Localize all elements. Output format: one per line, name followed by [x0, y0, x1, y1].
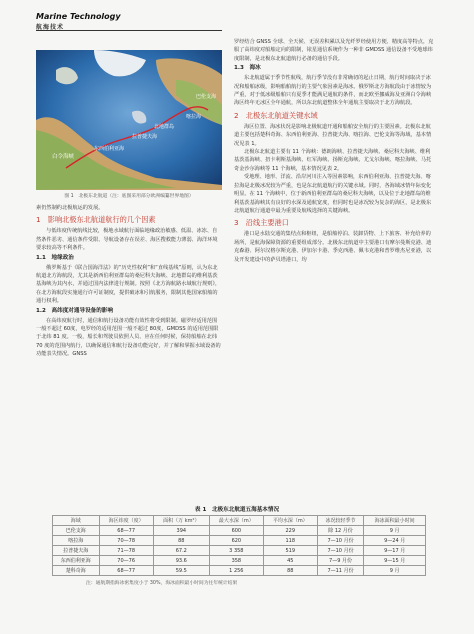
figure-caption: 图 1 北极东北航道（注：底图采用部分欧洲编纂世界地图） [64, 194, 194, 199]
table-row [53, 546, 426, 556]
table-header-row [53, 516, 426, 526]
table-cell: 9 月 [364, 526, 426, 536]
table-cell: 7—10 月份 [317, 536, 364, 546]
table-header: 冰况较轻季节 [317, 516, 364, 526]
section-1-text: 与低纬度传统航线比较，极地水域航行面临地缘政治敏感、低温、冰冻、自然条件恶劣、通信条件受限、导航设备存在误差、海区搜救能力薄弱、海洋环境要求较高等不利条件。 [36, 228, 218, 252]
table-cell: 93.6 [153, 556, 209, 566]
table-row [53, 566, 426, 576]
label-east-siberian-sea: 东西伯利亚海 [94, 146, 125, 152]
table-cell: 9—24 月 [364, 536, 426, 546]
table-cell: 88 [153, 536, 209, 546]
table-cell: 68—77 [99, 566, 153, 576]
table-header: 最大水深（m） [209, 516, 263, 526]
table-cell: 600 [209, 526, 263, 536]
table-cell: 71—78 [99, 546, 153, 556]
table-cell: 楚科奇海 [53, 566, 100, 576]
table-cell: 519 [263, 546, 317, 556]
table-row [53, 536, 426, 546]
table-cell: 除 12 月份 [317, 526, 364, 536]
table-cell: 9—17 月 [364, 546, 426, 556]
section-1-2-text: 在高纬度航行时，通信和航行设备功能有效性将受到限制。磁罗经适用范围一般不超过 60度，电罗经的适用范围一般不超过 80度，GMDSS 的适用范围限于北纬 81 度。一般，船长和驾驶员依照人员、应在任何时候，保持船舶在北纬 70 度的范围内航行，以确保通信和航行设备功能完好，并了解和掌握水域设备的功能表失情况。GNSS [36, 317, 221, 358]
table-cell: 67.2 [153, 546, 209, 556]
section-2-p2: 北极东北航道主要有 11 个海峡：德朗海峡、拉普捷夫海峡、桑尼科夫海峡、维利基茨基海峡、扭卡利斯基海峡、红军海峡、扬斯克海峡、尤戈尔海峡、喀拉海峡、马托奇金沙尔海峡等 11 个海峡，基本情况见表 2。 [234, 149, 432, 172]
right-column [234, 38, 434, 264]
table-cell: 7—9 月份 [317, 556, 364, 566]
table-row [53, 556, 426, 566]
section-3-text: 港口是水陆交通的集结点和枢纽，是船舶停泊、装卸货物、上下旅客、补充给养的场所，是航海保障资源的重要组成部分。北极东北航道中主要港口有摩尔曼斯克港、迪克森港、阿尔汉格尔斯克港、伊加尔卡港、季克西港、佩韦克港和普罗维杰尼亚港，以及开发建设中的萨贝塔港口，均 [234, 231, 432, 263]
table-cell: 7—11 月份 [317, 566, 364, 576]
section-2-p1: 海区位置、海冰状况是影响北极航道开通和船舶安全航行的主要因素。北极东北航道主要包括楚科奇海、东西伯利亚海、拉普捷夫海、喀拉海、巴伦支海等海域，基本情况见表 1。 [234, 123, 432, 147]
table-header: 平均水深（m） [263, 516, 317, 526]
table-header: 海区纬度（度） [99, 516, 153, 526]
table-header: 海冰面积最小时间 [364, 516, 426, 526]
table-cell: 1 256 [209, 566, 263, 576]
section-1-3-title: 1.3 海冰 [234, 65, 261, 72]
table-caption: 表 1 北极东北航道五海基本情况 [194, 507, 280, 513]
journal-title: Marine Technology [36, 12, 121, 21]
intro-tail: 素仍然制约北极航运的发展。 [36, 205, 104, 211]
table-cell: 3 358 [209, 546, 263, 556]
table-cell: 620 [209, 536, 263, 546]
section-2-p3: 受地理、地形、洋流、沿岸河川注入等因素影响，东西伯利亚海、拉普捷夫海、喀拉海是北极冰况较为严重，也是东北航道航行的关键水域。同时，各海域冰情年际变化明显。在 11 个海峡中，位于新西伯利亚群岛的桑尼科夫海峡，以及位于北地群岛的维利基茨基海峡其有良好的水深及通航宽度，但同时也是冰况较为复杂的海区，是北极东北航道航行通道中最为重要及航线选择的关键海峡。 [234, 174, 432, 214]
sea-info-table [52, 515, 426, 576]
table-cell: 70—78 [99, 536, 153, 546]
table-header: 海域 [53, 516, 100, 526]
table-cell: 拉普捷夫海 [53, 546, 100, 556]
table-cell: 喀拉海 [53, 536, 100, 546]
right-intro: 罗经结合 GNSS 全球、全天候、无误差积累以及光纤罗经使用方便、精度高等特点，克服了高纬度对船舶定向的限制，铱星通信系统作为一种非 GMDSS 通信设备不受地球纬度限制，是北极东北航道航行必备的通信手段。 [234, 39, 434, 62]
table-cell: 358 [209, 556, 263, 566]
label-severnaya-zemlya: 北地群岛 [154, 124, 175, 130]
table-cell: 9 月 [364, 566, 426, 576]
map-svg [36, 50, 222, 190]
table-cell: 68—77 [99, 526, 153, 536]
table-row [53, 526, 426, 536]
table-cell: 9—15 月 [364, 556, 426, 566]
table-cell: 7—10 月份 [317, 546, 364, 556]
table-header: 面积（万 km²） [153, 516, 209, 526]
table-cell: 59.5 [153, 566, 209, 576]
section-1-1-title: 1.1 地缘政治 [36, 254, 74, 261]
section-1-title: 1 影响北极东北航道航行的几个因素 [36, 215, 156, 225]
table-cell: 45 [263, 556, 317, 566]
section-1-2-title: 1.2 高纬度对通导设备的影响 [36, 307, 114, 314]
section-1-3-text: 东北航道属于季节性航线，航行季节没有非常确切的起止日期，航行时间取决于冰况和船舶冰级，影响船舶航行的主要气象因素是海冰。俄罗斯北方海航段由于冰情较为严重，对于低冰级船舶只有夏季才能满足通航的条件，而北欧至挪威海及亚洲白令海峡海区终年无冰区全年通航，所以东北航道整体全年通航主要取决于北方海航段。 [234, 75, 432, 107]
table-cell: 394 [153, 526, 209, 536]
section-1-1-text: 俄罗斯基于《联合国海洋法》的“历史性权利”和“直线基线”原则，认为东北航道北方海航段，尤其是新西伯利亚群岛的桑尼科夫海峡、北地群岛的维利基茨基海峡为其内水，并通过国内法律进行规制。按照《北方海航路水域航行规则》，在北方海航段实施通行许可证制度，提供破冰和引航服务，限制其他国家船舶的通行权利。 [36, 264, 221, 305]
table-cell: 229 [263, 526, 317, 536]
arctic-route-map [36, 50, 222, 190]
table-cell: 70—76 [99, 556, 153, 566]
table-cell: 东西伯利亚海 [53, 556, 100, 566]
label-kara-sea: 喀拉海 [186, 114, 202, 120]
left-column [36, 204, 222, 359]
table-cell: 118 [263, 536, 317, 546]
header-rule [36, 30, 222, 31]
section-2-title: 2 北极东北航道关键水域 [234, 110, 318, 120]
table-note: 注：通航期指海冰密集度小于 30%，海冰面积最小时间为往年统计结果 [86, 581, 238, 586]
table-cell: 88 [263, 566, 317, 576]
label-barents-sea: 巴伦支海 [196, 94, 217, 100]
table-cell: 巴伦支海 [53, 526, 100, 536]
section-3-title: 3 沿线主要港口 [234, 218, 289, 228]
label-bering-strait: 白令海峡 [52, 154, 75, 160]
journal-title-cn: 航海技术 [36, 24, 65, 31]
journal-header [36, 12, 121, 31]
label-laptev-sea: 拉普捷夫海 [132, 134, 158, 140]
